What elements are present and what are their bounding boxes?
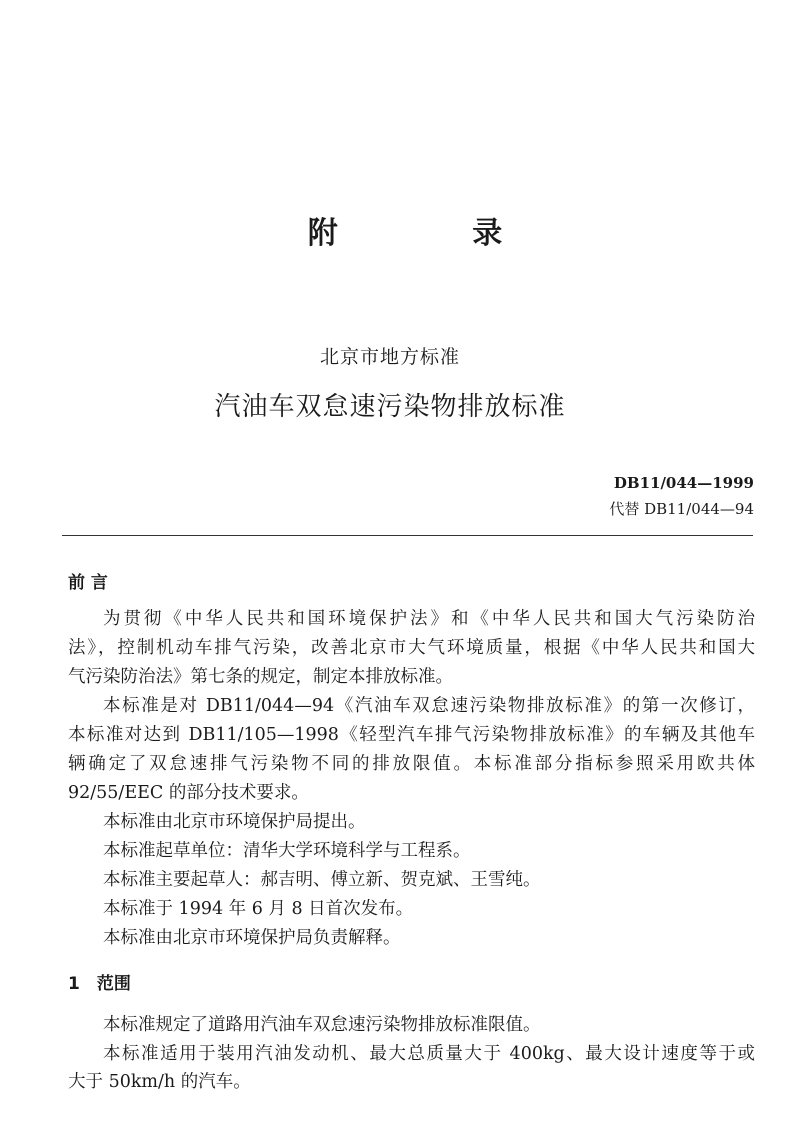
standard-category: 北京市地方标准 bbox=[319, 346, 460, 368]
paragraph-line: 本标准是对 DB11/044—94《汽油车双怠速污染物排放标准》的第一次修订， bbox=[103, 696, 755, 716]
replaces-standard: 代替 DB11/044—94 bbox=[609, 500, 754, 518]
paragraph-line: 本标准起草单位：清华大学环境科学与工程系。 bbox=[103, 841, 471, 861]
paragraph-line: 本标准适用于装用汽油发动机、最大总质量大于 400kg、最大设计速度等于或 bbox=[103, 1044, 755, 1064]
section-1-heading: 1 范围 bbox=[68, 974, 131, 994]
appendix-title: 附 录 bbox=[307, 216, 565, 251]
paragraph-line: 为贯彻《中华人民共和国环境保护法》和《中华人民共和国大气污染防治 bbox=[103, 609, 755, 629]
paragraph-line: 法》，控制机动车排气污染，改善北京市大气环境质量，根据《中华人民共和国大 bbox=[68, 638, 755, 658]
paragraph-line: 本标准由北京市环境保护局负责解释。 bbox=[103, 928, 401, 948]
document-title: 汽油车双怠速污染物排放标准 bbox=[214, 392, 566, 422]
paragraph-line: 气污染防治法》第七条的规定，制定本排放标准。 bbox=[68, 667, 453, 687]
header-divider bbox=[62, 535, 753, 536]
paragraph-line: 大于 50km/h 的汽车。 bbox=[68, 1072, 251, 1092]
standard-number: DB11/044—1999 bbox=[613, 474, 754, 492]
paragraph-line: 本标准主要起草人：郝吉明、傅立新、贺克斌、王雪纯。 bbox=[103, 870, 541, 890]
paragraph-line: 本标准于 1994 年 6 月 8 日首次发布。 bbox=[103, 899, 414, 919]
paragraph-line: 本标准由北京市环境保护局提出。 bbox=[103, 812, 366, 832]
foreword-heading: 前 言 bbox=[68, 573, 108, 593]
paragraph-line: 本标准规定了道路用汽油车双怠速污染物排放标准限值。 bbox=[103, 1015, 541, 1035]
paragraph-line: 92/55/EEC 的部分技术要求。 bbox=[68, 783, 309, 803]
paragraph-line: 辆确定了双怠速排气污染物不同的排放限值。本标准部分指标参照采用欧共体 bbox=[68, 754, 755, 774]
paragraph-line: 本标准对达到 DB11/105—1998《轻型汽车排气污染物排放标准》的车辆及其他车 bbox=[68, 725, 755, 745]
